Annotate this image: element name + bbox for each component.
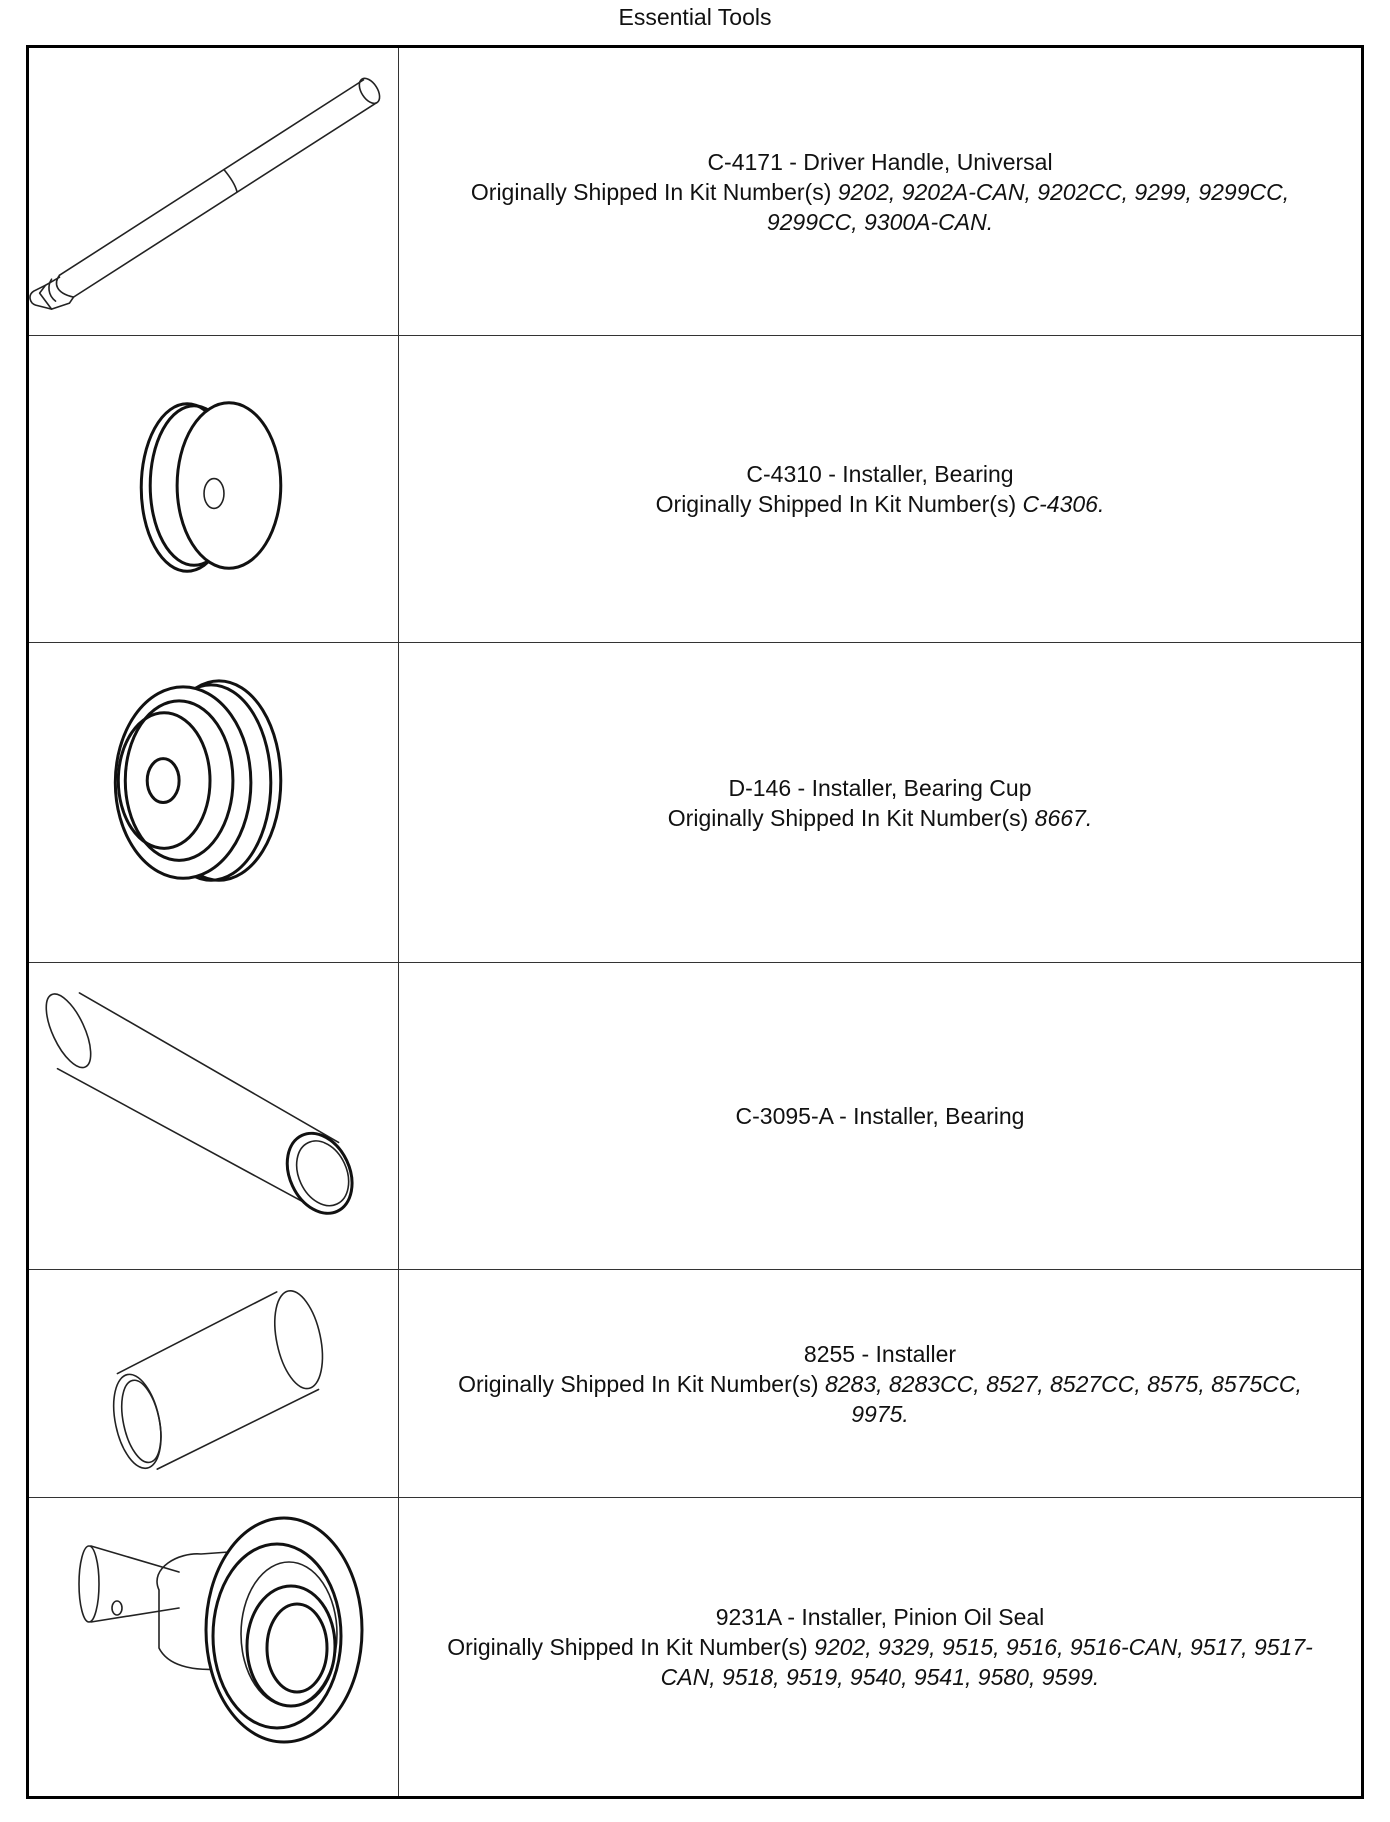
kit-numbers-line: Originally Shipped In Kit Number(s) 8283, 8283CC, 8527, 8527CC, 8575, 8575CC, 9975.	[458, 1370, 1302, 1427]
tool-description	[399, 963, 1361, 1269]
kit-numbers: 9202, 9329, 9515, 9516, 9516-CAN, 9517, 9517-CAN, 9518, 9519, 9540, 9541, 9580, 9599	[660, 1634, 1313, 1690]
tool-description	[399, 1498, 1361, 1796]
kit-numbers: 9202, 9202A-CAN, 9202CC, 9299, 9299CC, 9299CC, 9300A-CAN	[766, 178, 1290, 235]
tool-name: D-146 - Installer, Bearing Cup	[728, 774, 1032, 801]
pinion-seal-installer-icon	[29, 1498, 398, 1796]
table-row	[29, 643, 1361, 963]
tool-description	[399, 48, 1361, 335]
tube-installer-icon	[29, 963, 398, 1269]
tool-description	[399, 643, 1361, 962]
sleeve-installer-icon	[29, 1270, 398, 1497]
kit-numbers: C-4306	[1022, 491, 1098, 517]
tool-image-cell	[29, 1270, 399, 1497]
kit-numbers-line: Originally Shipped In Kit Number(s) 9202, 9329, 9515, 9516, 9516-CAN, 9517, 9517-CAN, 9518, 9519, 9540, 9541, 9580, 9599.	[447, 1634, 1313, 1690]
kit-numbers-line: Originally Shipped In Kit Number(s) 9202, 9202A-CAN, 9202CC, 9299, 9299CC, 9299CC, 9300A-CAN.	[470, 178, 1290, 235]
table-row	[29, 48, 1361, 336]
tool-name: C-4171 - Driver Handle, Universal	[707, 148, 1053, 175]
tool-name: 9231A - Installer, Pinion Oil Seal	[715, 1604, 1045, 1630]
tool-name: C-4310 - Installer, Bearing	[746, 461, 1014, 487]
table-row	[29, 1270, 1361, 1498]
tool-description	[399, 336, 1361, 642]
tool-image-cell	[29, 1498, 399, 1796]
tool-name: 8255 - Installer	[803, 1340, 957, 1367]
tool-image-cell	[29, 963, 399, 1269]
tools-table	[26, 45, 1364, 1799]
table-row	[29, 336, 1361, 643]
table-row	[29, 963, 1361, 1270]
kit-numbers-line: Originally Shipped In Kit Number(s) 8667.	[667, 804, 1093, 831]
bearing-cup-installer-icon	[29, 643, 398, 962]
bearing-installer-icon	[29, 336, 398, 642]
page-title: Essential Tools	[618, 4, 772, 30]
tool-name: C-3095-A - Installer, Bearing	[735, 1103, 1025, 1129]
kit-numbers: 8667	[1034, 804, 1086, 831]
kit-numbers: 8283, 8283CC, 8527, 8527CC, 8575, 8575CC, 9975	[824, 1370, 1302, 1427]
driver-handle-icon	[29, 48, 398, 335]
tool-image-cell	[29, 336, 399, 642]
tool-image-cell	[29, 643, 399, 962]
tool-image-cell	[29, 48, 399, 335]
kit-numbers-line: Originally Shipped In Kit Number(s) C-4306.	[655, 491, 1105, 517]
table-row	[29, 1498, 1361, 1796]
tool-description	[399, 1270, 1361, 1497]
